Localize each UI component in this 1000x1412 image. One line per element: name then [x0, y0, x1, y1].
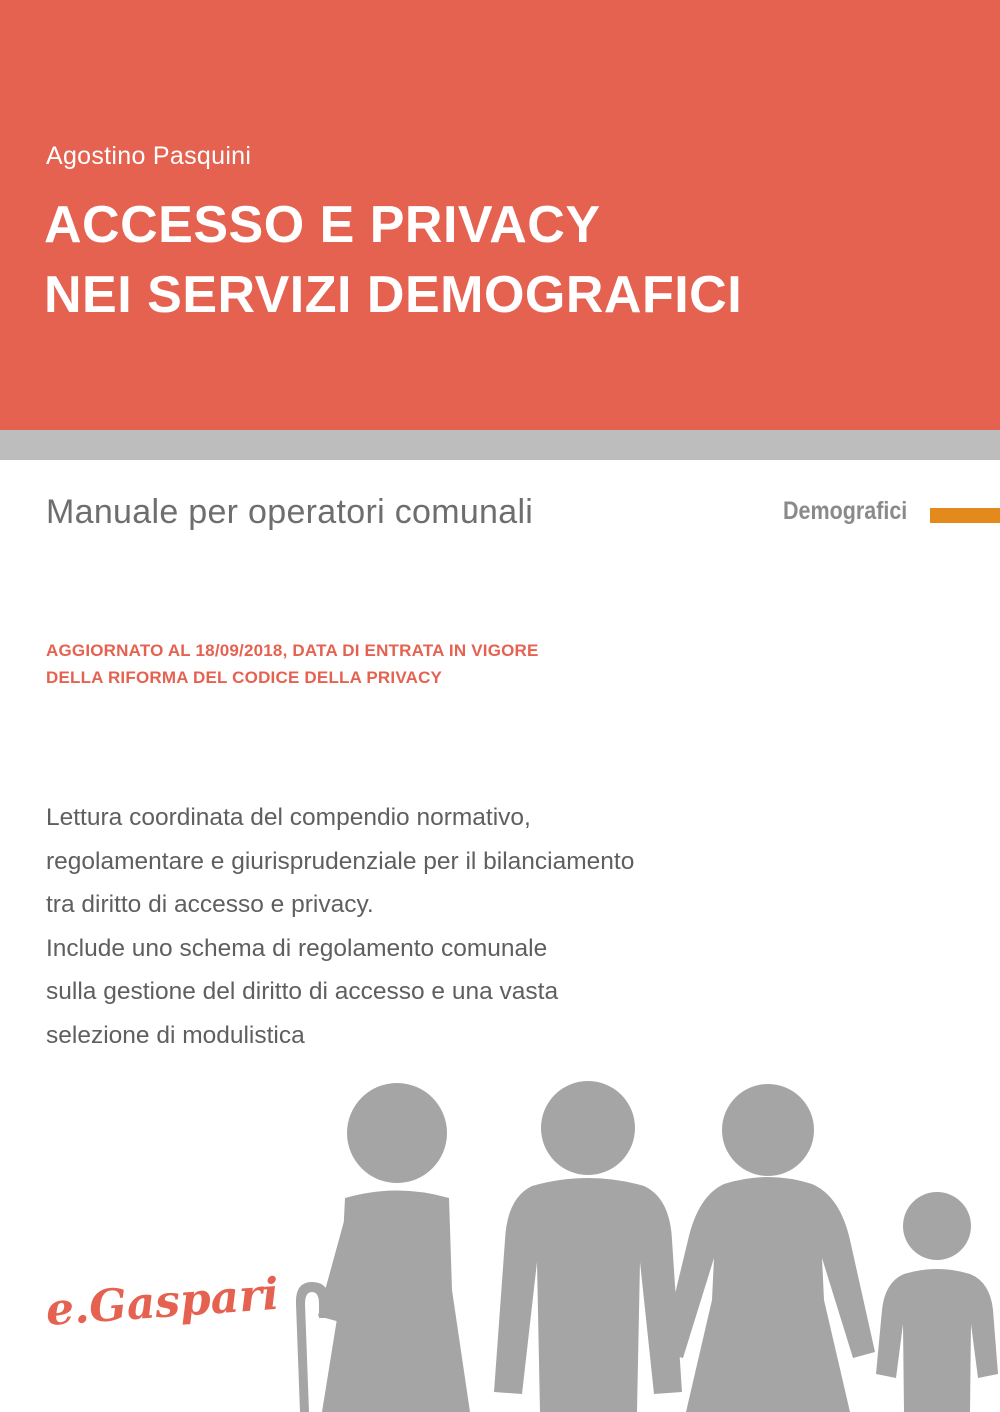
family-illustration	[0, 1060, 1000, 1412]
book-title-line: NEI SERVIZI DEMOGRAFICI	[44, 266, 743, 324]
series-bar	[930, 508, 1000, 523]
book-title-line: ACCESSO E PRIVACY	[44, 196, 601, 254]
book-title	[44, 190, 742, 330]
author-name: Agostino Pasquini	[46, 142, 252, 170]
update-note-line: AGGIORNATO AL 18/09/2018, DATA DI ENTRATA IN VIGORE	[46, 641, 539, 660]
series-label: Demografici	[783, 497, 908, 525]
publisher-logo: e.Gaspari	[44, 1268, 281, 1336]
description-line: Include uno schema di regolamento comunale	[46, 934, 548, 962]
description-line: Lettura coordinata del compendio normativo,	[46, 804, 531, 831]
description-line: selezione di modulistica	[46, 1021, 305, 1049]
update-note-line: DELLA RIFORMA DEL CODICE DELLA PRIVACY	[46, 668, 443, 687]
book-subtitle: Manuale per operatori comunali	[46, 493, 534, 531]
update-note	[46, 637, 539, 691]
man-icon	[494, 1081, 682, 1412]
description-line: tra diritto di accesso e privacy.	[46, 891, 374, 918]
book-description	[46, 796, 634, 1057]
elderly-person-icon	[296, 1083, 470, 1412]
description-line: regolamentare e giurisprudenziale per il bilanciamento	[46, 847, 635, 875]
divider-band	[0, 430, 1000, 460]
description-line: sulla gestione del diritto di accesso e una vasta	[46, 978, 559, 1005]
woman-icon	[661, 1084, 875, 1412]
child-icon	[876, 1192, 998, 1412]
